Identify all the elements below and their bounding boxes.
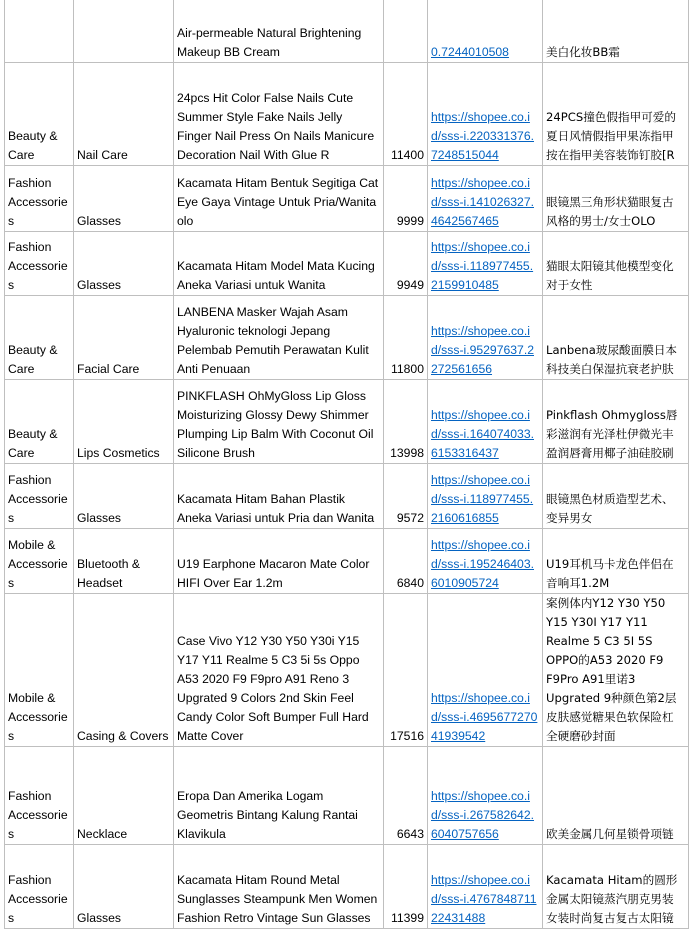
url-cell[interactable] [428,63,543,166]
product-table [4,0,689,929]
url-cell[interactable] [428,0,543,63]
product-title-cell: Air-permeable Natural Brightening Makeup BB Cream [174,0,384,63]
product-title-cell: 24pcs Hit Color False Nails Cute Summer Style Fake Nails Jelly Finger Nail Press On Nails Manicure Decoration Nail With Glue R [174,63,384,166]
subcategory-cell [74,0,174,63]
category-cell: Fashion Accessories [5,232,74,296]
subcategory-cell: Glasses [74,166,174,232]
product-title-cell: PINKFLASH OhMyGloss Lip Gloss Moisturizing Glossy Dewy Shimmer Plumping Lip Balm With Coconut Oil Silicone Brush [174,380,384,464]
count-cell: 17516 [384,594,428,747]
product-title-cell: Case Vivo Y12 Y30 Y50 Y30i Y15 Y17 Y11 Realme 5 C3 5i 5s Oppo A53 2020 F9 F9pro A91 Reno 3 Upgrated 9 Colors 2nd Skin Feel Candy Color Soft Bumper Full Hard Matte Cover [174,594,384,747]
chinese-title-cell: Kacamata Hitam的圆形金属太阳镜蒸汽朋克男装女装时尚复古复古太阳镜 [543,845,689,929]
table-row [5,845,689,929]
url-cell[interactable] [428,845,543,929]
product-title-cell: Kacamata Hitam Round Metal Sunglasses Steampunk Men Women Fashion Retro Vintage Sun Glasses [174,845,384,929]
chinese-title-cell: 欧美金属几何星锁骨项链 [543,747,689,845]
product-title-cell: U19 Earphone Macaron Mate Color HIFI Over Ear 1.2m [174,529,384,594]
table-row [5,166,689,232]
category-cell: Beauty & Care [5,296,74,380]
url-cell[interactable] [428,594,543,747]
count-cell: 9949 [384,232,428,296]
subcategory-cell: Necklace [74,747,174,845]
chinese-title-cell: 猫眼太阳镜其他模型变化对于女性 [543,232,689,296]
count-cell: 11800 [384,296,428,380]
subcategory-cell: Glasses [74,232,174,296]
product-link[interactable]: https://shopee.co.id/sss-i.95297637.2272561656 [431,324,534,376]
url-cell[interactable] [428,232,543,296]
count-cell: 13998 [384,380,428,464]
product-title-cell: Kacamata Hitam Bentuk Segitiga Cat Eye Gaya Vintage Untuk Pria/Wanita olo [174,166,384,232]
table-row [5,464,689,529]
product-title-cell: Kacamata Hitam Bahan Plastik Aneka Variasi untuk Pria dan Wanita [174,464,384,529]
category-cell: Fashion Accessories [5,747,74,845]
chinese-title-cell: 案例体内Y12 Y30 Y50 Y15 Y30I Y17 Y11 Realme 5 C3 5I 5S OPPO的A53 2020 F9 F9Pro A91里诺3 Upgrated 9种颜色第2层皮肤感觉糖果色软保险杠全硬磨砂封面 [543,594,689,747]
count-cell: 11399 [384,845,428,929]
category-cell: Mobile & Accessories [5,529,74,594]
count-cell [384,0,428,63]
product-link[interactable]: 0.7244010508 [431,45,509,59]
product-link[interactable]: https://shopee.co.id/sss-i.164074033.6153316437 [431,408,534,460]
table-row [5,380,689,464]
chinese-title-cell: 24PCS撞色假指甲可爱的夏日风情假指甲果冻指甲按在指甲美容装饰钉胶[R [543,63,689,166]
url-cell[interactable] [428,464,543,529]
table-row [5,232,689,296]
table-row [5,0,689,63]
product-link[interactable]: https://shopee.co.id/sss-i.118977455.2160616855 [431,473,534,525]
table-row [5,747,689,845]
subcategory-cell: Lips Cosmetics [74,380,174,464]
product-link[interactable]: https://shopee.co.id/sss-i.141026327.4642567465 [431,176,534,228]
count-cell: 6643 [384,747,428,845]
product-link[interactable]: https://shopee.co.id/sss-i.469567727041939542 [431,691,538,743]
chinese-title-cell: 眼镜黑三角形状猫眼复古风格的男士/女士OLO [543,166,689,232]
chinese-title-cell: U19耳机马卡龙色伴侣在音响耳1.2M [543,529,689,594]
category-cell: Fashion Accessories [5,464,74,529]
url-cell[interactable] [428,166,543,232]
url-cell[interactable] [428,380,543,464]
count-cell: 11400 [384,63,428,166]
table-row [5,529,689,594]
product-title-cell: Kacamata Hitam Model Mata Kucing Aneka Variasi untuk Wanita [174,232,384,296]
table-row [5,296,689,380]
category-cell: Fashion Accessories [5,845,74,929]
count-cell: 9572 [384,464,428,529]
product-link[interactable]: https://shopee.co.id/sss-i.267582642.6040757656 [431,789,534,841]
subcategory-cell: Glasses [74,464,174,529]
category-cell: Beauty & Care [5,380,74,464]
category-cell: Fashion Accessories [5,166,74,232]
chinese-title-cell: Pinkflash Ohmygloss唇彩滋润有光泽杜伊微光丰盈润唇膏用椰子油硅胶刷 [543,380,689,464]
url-cell[interactable] [428,747,543,845]
chinese-title-cell: Lanbena玻尿酸面膜日本科技美白保湿抗衰老护肤 [543,296,689,380]
subcategory-cell: Glasses [74,845,174,929]
subcategory-cell: Casing & Covers [74,594,174,747]
url-cell[interactable] [428,529,543,594]
count-cell: 9999 [384,166,428,232]
url-cell[interactable] [428,296,543,380]
category-cell: Beauty & Care [5,63,74,166]
category-cell [5,0,74,63]
subcategory-cell: Nail Care [74,63,174,166]
subcategory-cell: Bluetooth & Headset [74,529,174,594]
category-cell: Mobile & Accessories [5,594,74,747]
product-title-cell: Eropa Dan Amerika Logam Geometris Bintang Kalung Rantai Klavikula [174,747,384,845]
table-row [5,594,689,747]
product-link[interactable]: https://shopee.co.id/sss-i.220331376.7248515044 [431,110,534,162]
chinese-title-cell: 美白化妆BB霜 [543,0,689,63]
product-table-body [5,0,689,929]
product-title-cell: LANBENA Masker Wajah Asam Hyaluronic teknologi Jepang Pelembab Pemutih Perawatan Kulit Anti Penuaan [174,296,384,380]
table-row [5,63,689,166]
subcategory-cell: Facial Care [74,296,174,380]
chinese-title-cell: 眼镜黑色材质造型艺术、变异男女 [543,464,689,529]
product-link[interactable]: https://shopee.co.id/sss-i.195246403.6010905724 [431,538,534,590]
product-link[interactable]: https://shopee.co.id/sss-i.476784871122431488 [431,873,537,925]
product-link[interactable]: https://shopee.co.id/sss-i.118977455.2159910485 [431,240,534,292]
count-cell: 6840 [384,529,428,594]
